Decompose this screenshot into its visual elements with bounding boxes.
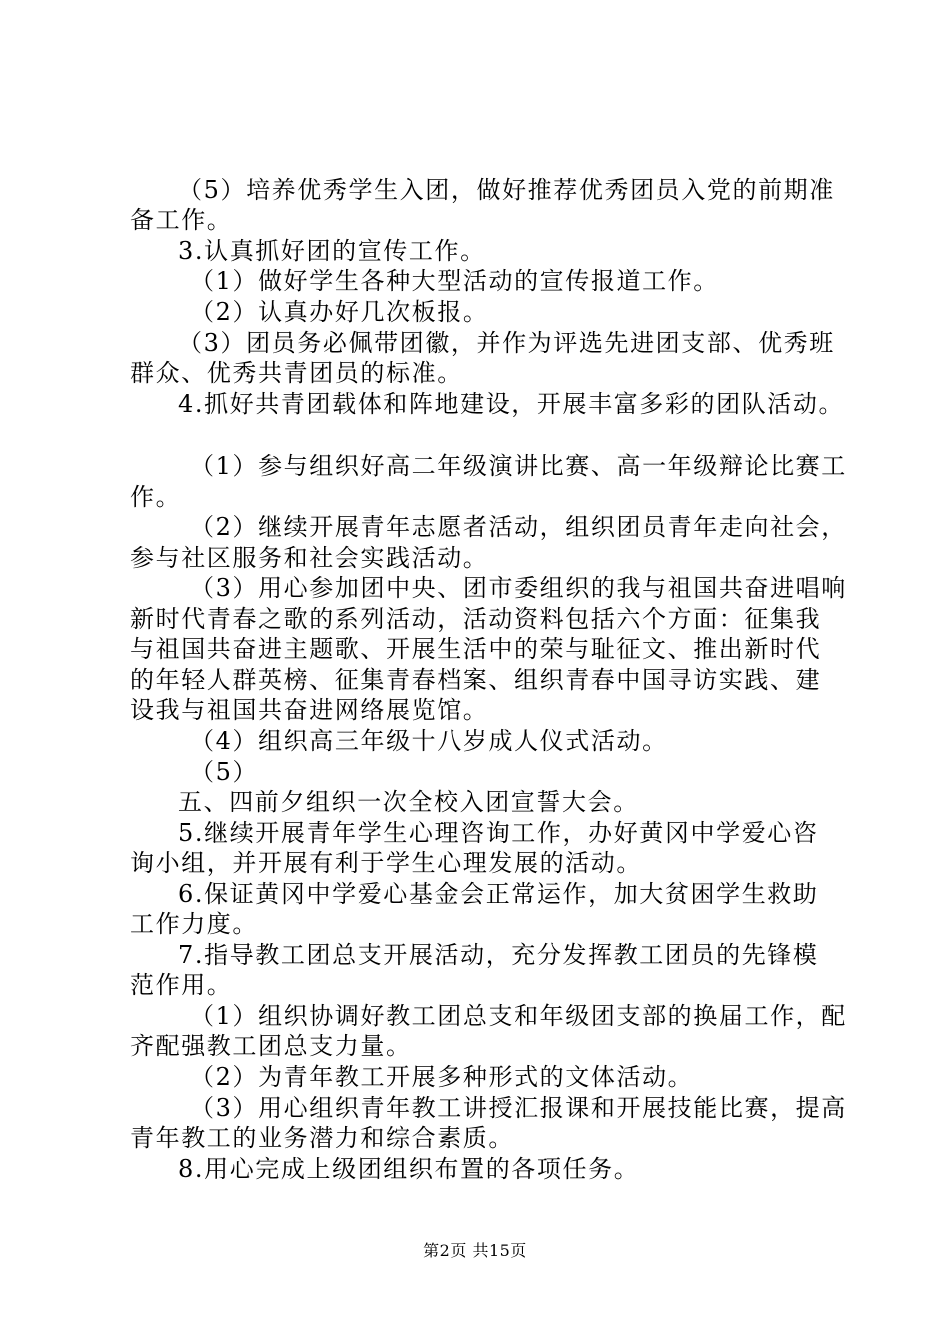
text-line: 作。	[130, 483, 182, 511]
text-line: 5.继续开展青年学生心理咨询工作，办好黄冈中学爱心咨	[178, 819, 819, 847]
text-line: 4.抓好共青团载体和阵地建设，开展丰富多彩的团队活动。	[178, 390, 845, 418]
text-line: 工作力度。	[130, 910, 258, 938]
text-line: （3）团员务必佩带团徽，并作为评选先进团支部、优秀班	[178, 329, 835, 357]
text-line: 参与社区服务和社会实践活动。	[130, 544, 489, 572]
text-line: 的年轻人群英榜、征集青春档案、组织青春中国寻访实践、建	[130, 666, 822, 694]
text-line: 齐配强教工团总支力量。	[130, 1032, 412, 1060]
text-line: 6.保证黄冈中学爱心基金会正常运作，加大贫困学生救助	[178, 880, 819, 908]
text-line: （2）继续开展青年志愿者活动，组织团员青年走向社会，	[190, 513, 847, 541]
text-line: 范作用。	[130, 971, 233, 999]
text-line: （4）组织高三年级十八岁成人仪式活动。	[190, 727, 668, 755]
text-line: （2）为青年教工开展多种形式的文体活动。	[190, 1063, 694, 1091]
page-number-footer: 第2页 共15页	[423, 1241, 527, 1260]
text-line: 7.指导教工团总支开展活动，充分发挥教工团员的先锋模	[178, 941, 819, 969]
text-line: （5）	[190, 758, 259, 786]
text-line: 询小组，并开展有利于学生心理发展的活动。	[130, 849, 642, 877]
text-line: （3）用心参加团中央、团市委组织的我与祖国共奋进唱响	[190, 574, 847, 602]
text-line: 设我与祖国共奋进网络展览馆。	[130, 696, 489, 724]
text-line: （1）组织协调好教工团总支和年级团支部的换届工作，配	[190, 1002, 847, 1030]
text-line: 新时代青春之歌的系列活动，活动资料包括六个方面：征集我	[130, 605, 822, 633]
text-line: （1）做好学生各种大型活动的宣传报道工作。	[190, 267, 719, 295]
text-line: （3）用心组织青年教工讲授汇报课和开展技能比赛，提高	[190, 1094, 847, 1122]
text-line: 群众、优秀共青团员的标准。	[130, 359, 463, 387]
text-line: （5）培养优秀学生入团，做好推荐优秀团员入党的前期准	[178, 176, 835, 204]
text-line: （1）参与组织好高二年级演讲比赛、高一年级辩论比赛工	[190, 452, 847, 480]
text-line: 青年教工的业务潜力和综合素质。	[130, 1124, 514, 1152]
text-line: 3.认真抓好团的宣传工作。	[178, 237, 486, 265]
text-line: 五、四前夕组织一次全校入团宣誓大会。	[178, 788, 639, 816]
text-line: 与祖国共奋进主题歌、开展生活中的荣与耻征文、推出新时代	[130, 635, 822, 663]
text-line: 8.用心完成上级团组织布置的各项任务。	[178, 1155, 640, 1183]
text-line: 备工作。	[130, 206, 233, 234]
text-line: （2）认真办好几次板报。	[190, 298, 489, 326]
